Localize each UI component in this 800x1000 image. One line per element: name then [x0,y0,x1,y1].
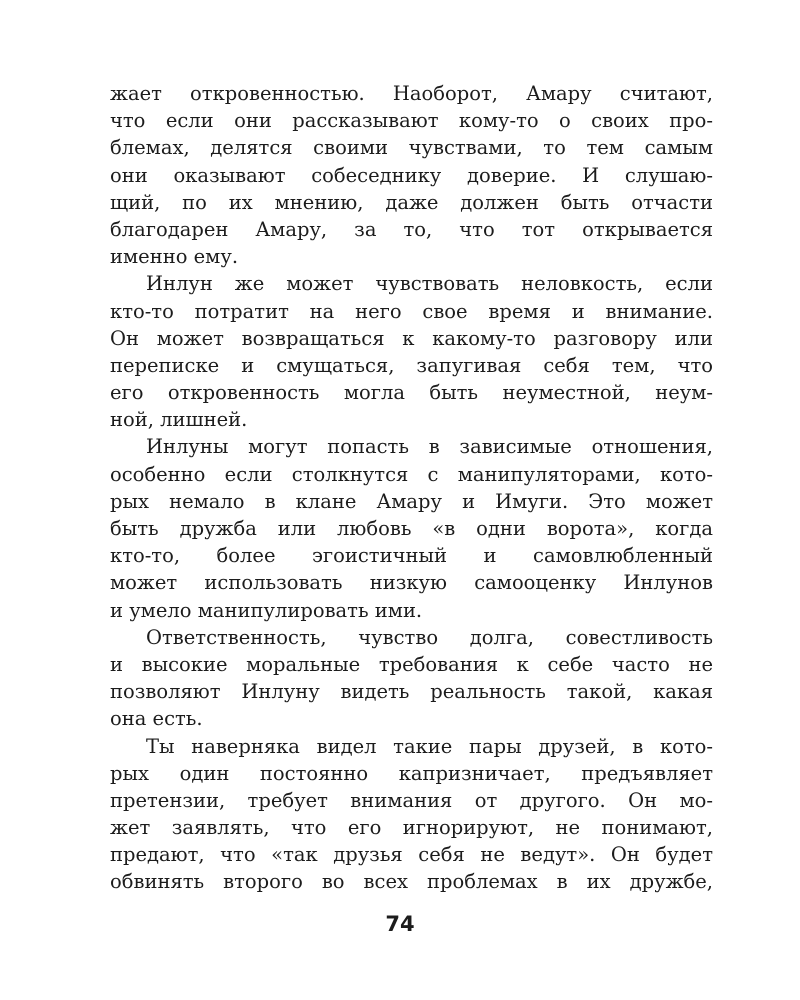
text-line: Ты наверняка видел такие пары друзей, в кото- [146,734,713,758]
text-line: и высокие моральные требования к себе часто не [110,652,713,676]
text-line: обвинять второго во всех проблемах в их дружбе, [110,870,713,894]
text-line: рых немало в клане Амару и Имуги. Это может [110,489,713,513]
text-line: именно ему. [110,245,239,269]
text-line: блемах, делятся своими чувствами, то тем самым [110,136,713,160]
paragraph [110,433,713,623]
text-line: рых один постоянно капризничает, предъявляет [110,761,713,785]
text-line: они оказывают собеседнику доверие. И слушаю- [110,163,713,187]
page-number: 74 [385,912,415,936]
text-line: и умело манипулировать ими. [110,598,423,622]
text-line: ной, лишней. [110,408,248,432]
text-line: кто-то, более эгоистичный и самовлюбленный [110,544,713,568]
text-line: быть дружба или любовь «в одни ворота», когда [110,517,713,540]
text-line: жает откровенностью. Наоборот, Амару считают, [110,82,713,105]
text-line: может использовать низкую самооценку Инлунов [110,571,713,595]
text-line: она есть. [110,707,203,731]
text-line: кто-то потратит на него свое время и внимание. [110,299,713,323]
body-text [110,80,713,896]
paragraph [110,733,713,896]
text-line: переписке и смущаться, запугивая себя тем, что [110,353,713,377]
text-line: Он может возвращаться к какому-то разговору или [110,326,713,350]
text-line: Ответственность, чувство долга, совестливость [146,625,713,649]
text-line: что если они рассказывают кому-то о своих про- [110,109,713,133]
text-line: предают, что «так друзья себя не ведут». Он будет [110,843,713,867]
text-line: позволяют Инлуну видеть реальность такой, какая [110,680,713,704]
text-line: щий, по их мнению, даже должен быть отчасти [110,190,713,214]
paragraph [110,80,713,270]
text-line: жет заявлять, что его игнорируют, не понимают, [110,816,713,840]
paragraph [110,270,713,433]
text-line: претензии, требует внимания от другого. Он мо- [110,788,713,812]
text-line: благодарен Амару, за то, что тот открывается [110,217,713,241]
text-line: Инлуны могут попасть в зависимые отношения, [146,435,713,459]
paragraph [110,624,713,733]
text-line: особенно если столкнутся с манипуляторами, кото- [110,462,713,486]
text-line: Инлун же может чувствовать неловкость, если [146,272,713,296]
text-line: его откровенность могла быть неуместной, неум- [110,381,713,405]
